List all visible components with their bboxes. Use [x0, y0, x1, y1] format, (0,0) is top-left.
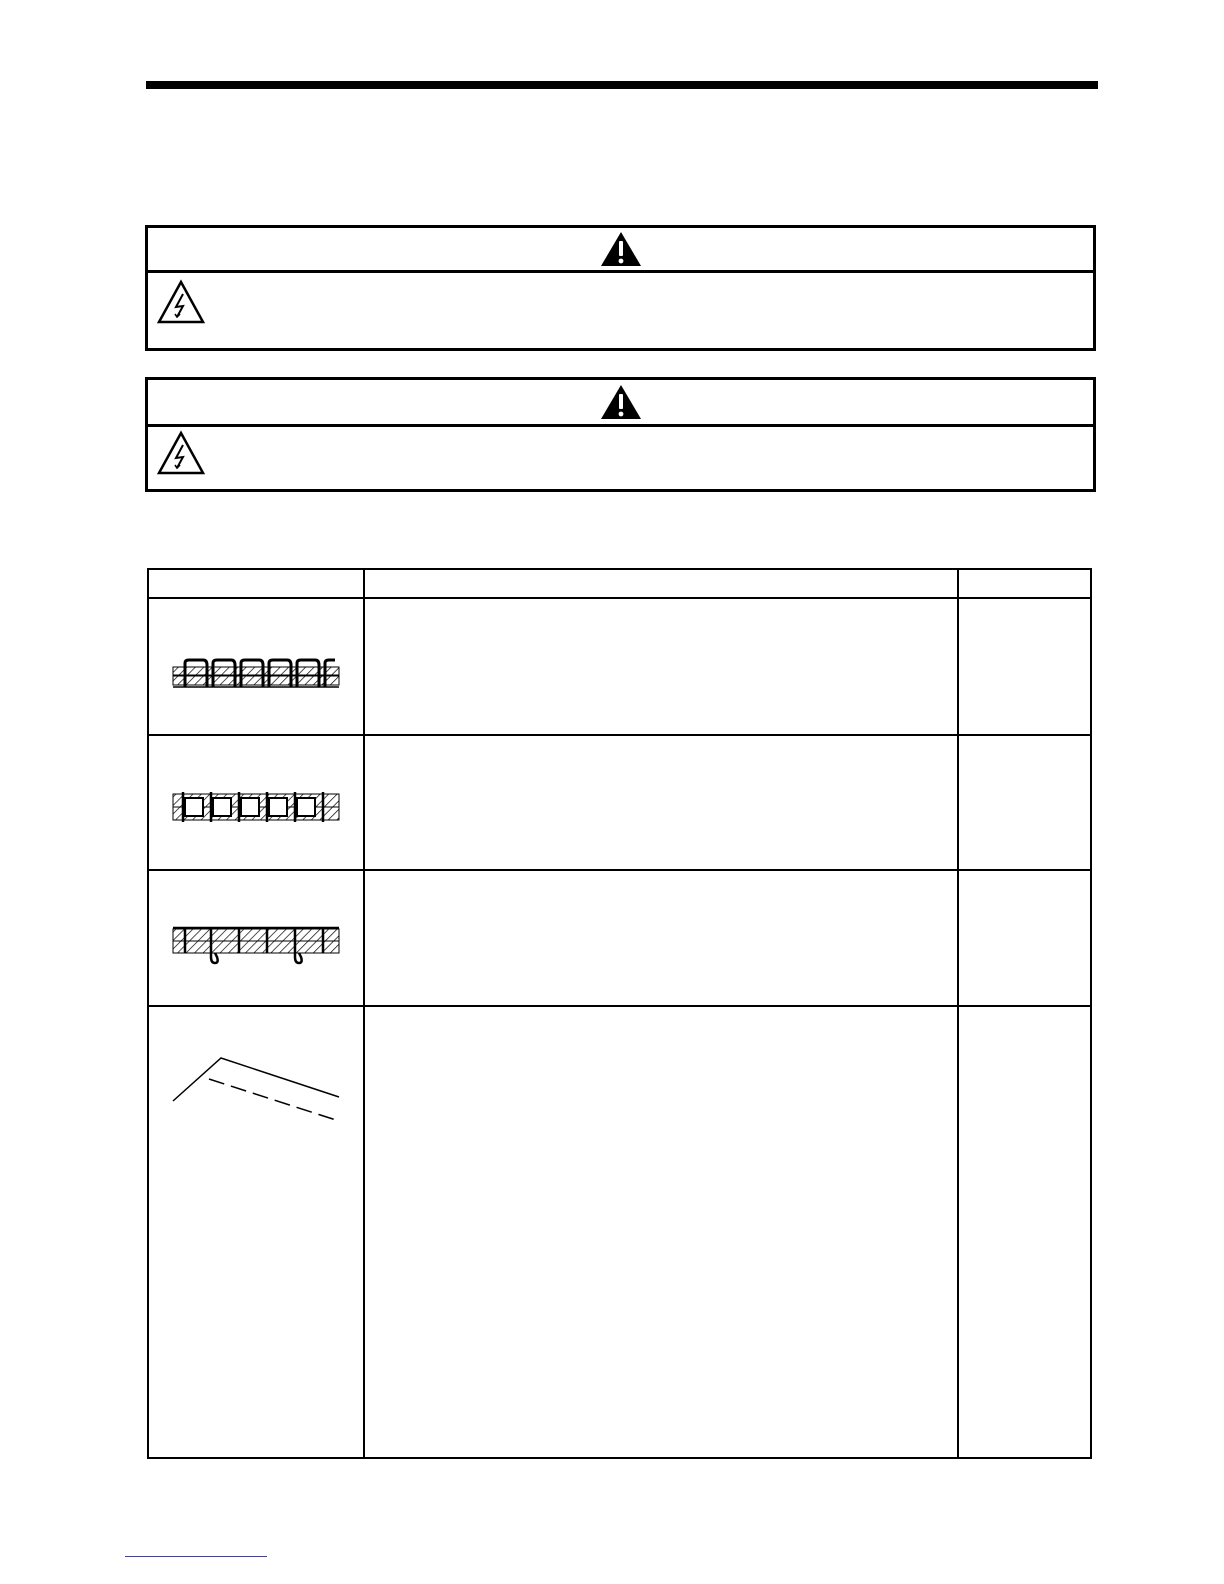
description-cell	[364, 735, 957, 870]
electric-shock-icon	[156, 430, 206, 476]
table-row	[148, 1006, 1091, 1458]
exclamation-warning-icon	[599, 383, 643, 421]
table-row	[148, 870, 1091, 1006]
footer-link-underline[interactable]	[125, 1556, 267, 1557]
stitch-balanced-figure	[171, 790, 343, 824]
stitch-loops-lower-figure	[171, 925, 343, 973]
reference-cell	[958, 870, 1091, 1006]
reference-cell	[958, 598, 1091, 735]
description-cell	[364, 598, 957, 735]
warning-body	[148, 427, 1093, 489]
electric-shock-icon	[156, 279, 206, 325]
column-header	[958, 569, 1091, 598]
warning-box-1	[145, 225, 1096, 351]
figure-cell	[148, 1006, 364, 1458]
stitch-loops-upper-figure	[171, 657, 343, 697]
description-cell	[364, 1006, 957, 1458]
table-row	[148, 735, 1091, 870]
figure-cell	[148, 598, 364, 735]
column-header	[148, 569, 364, 598]
figure-cell	[148, 735, 364, 870]
top-rule	[146, 81, 1098, 89]
warning-body	[148, 273, 1093, 348]
warning-header	[148, 228, 1093, 273]
warning-header	[148, 380, 1093, 427]
table-header-row	[148, 569, 1091, 598]
exclamation-warning-icon	[599, 230, 643, 268]
reference-cell	[958, 735, 1091, 870]
column-header	[364, 569, 957, 598]
troubleshooting-table	[147, 568, 1092, 1459]
skipped-stitch-line-figure	[169, 1053, 345, 1133]
warning-box-2	[145, 377, 1096, 492]
table-row	[148, 598, 1091, 735]
figure-cell	[148, 870, 364, 1006]
description-cell	[364, 870, 957, 1006]
reference-cell	[958, 1006, 1091, 1458]
